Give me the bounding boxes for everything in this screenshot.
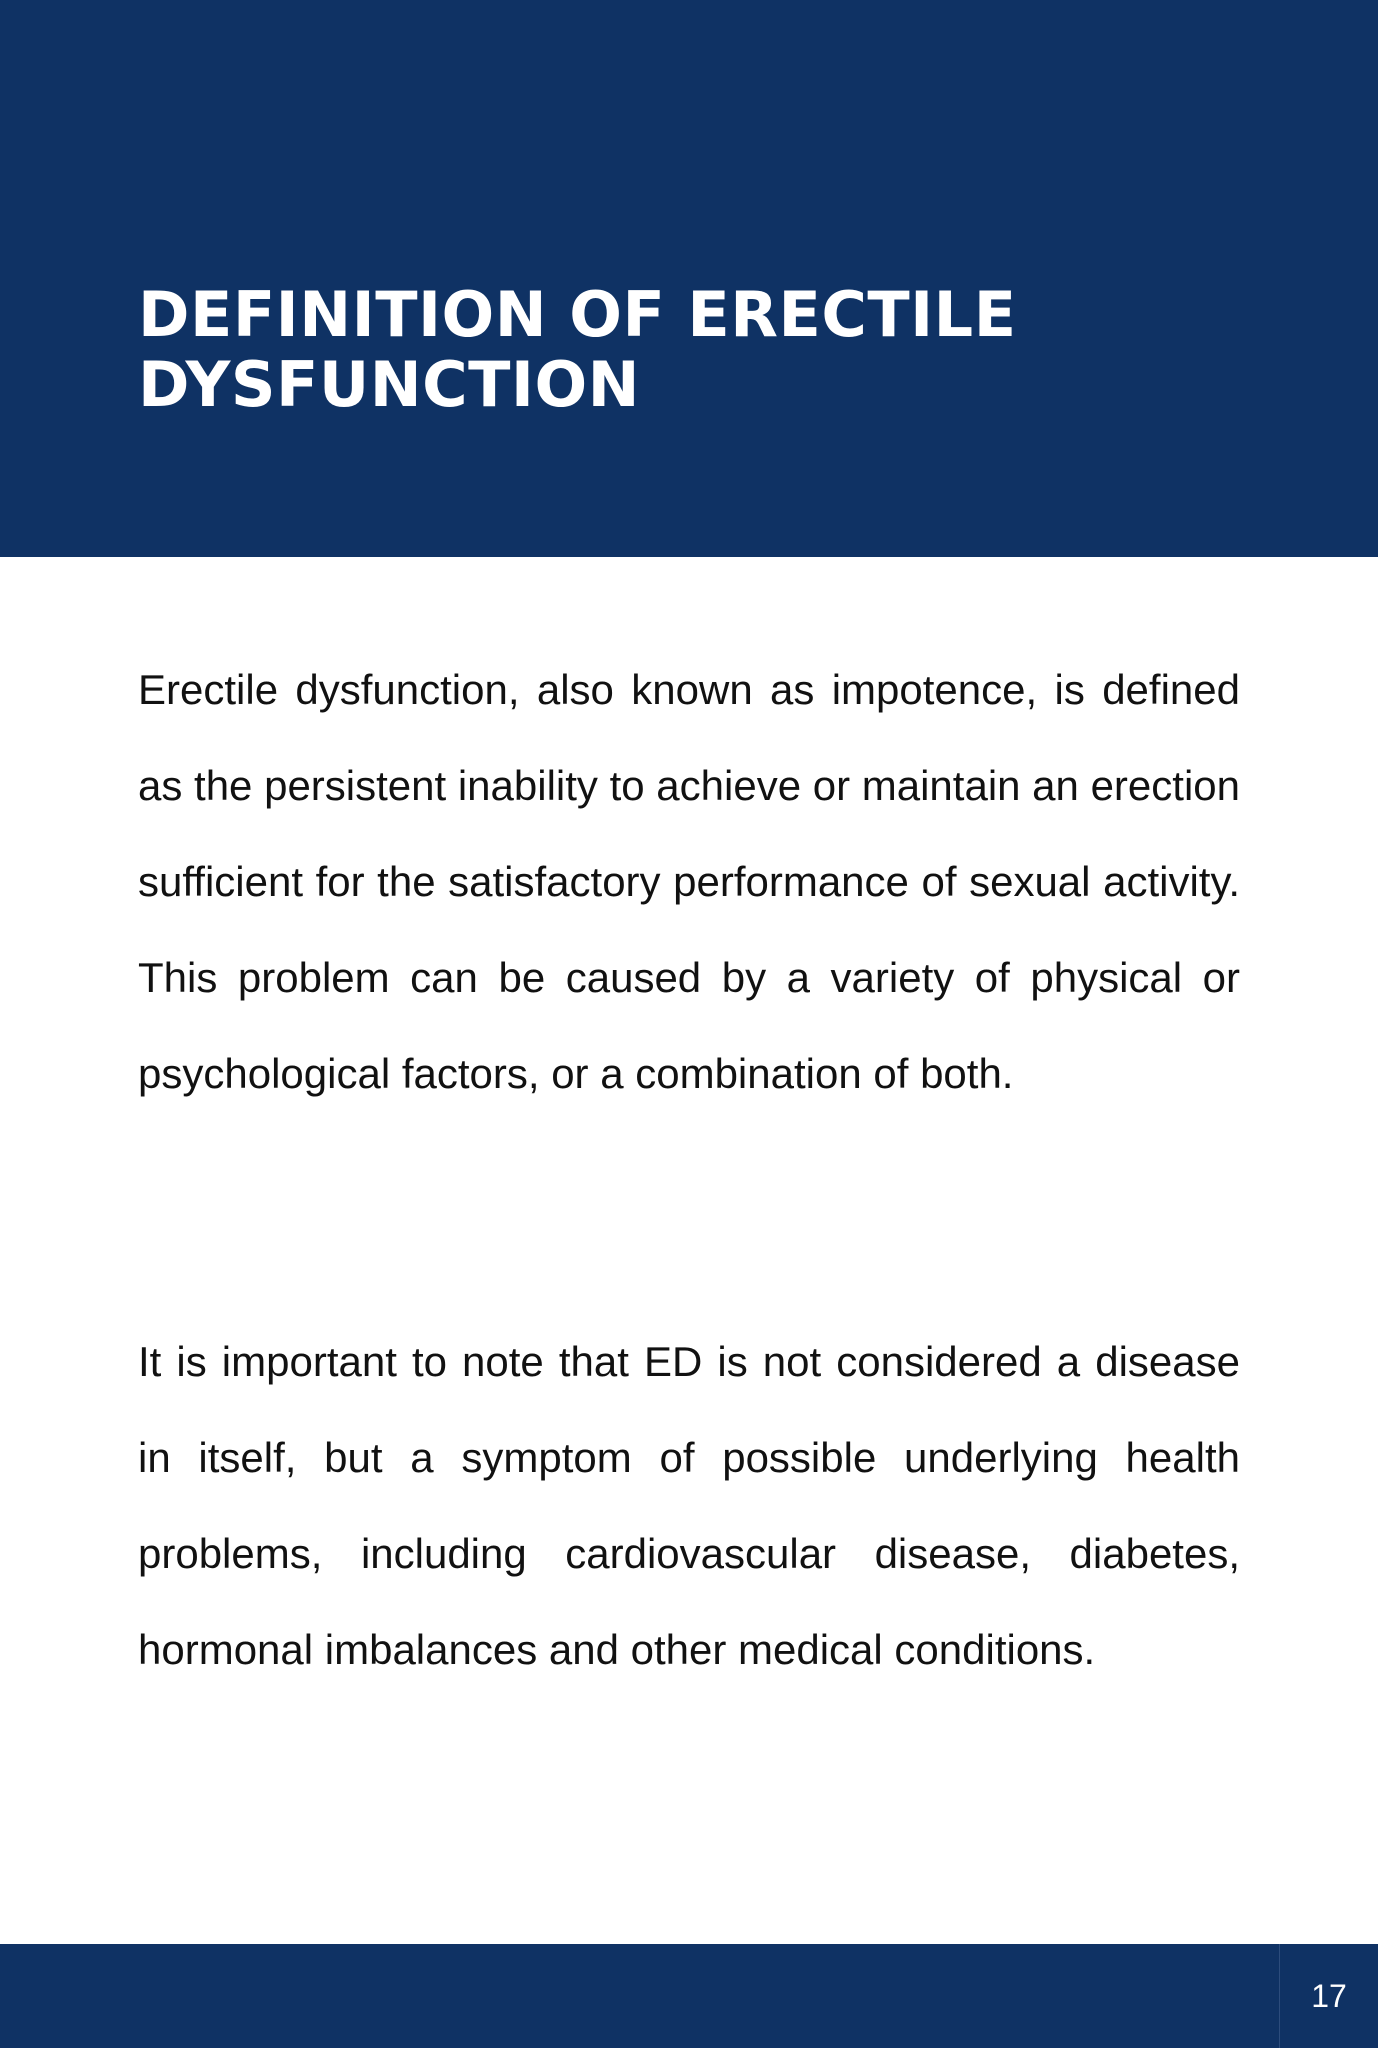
paragraph-definition: Erectile dysfunction, also known as impotence, is defined as the persistent inability to achieve or maintain an erection sufficient for the satisfactory performance of sexual activity. This problem can be caused by a variety of physical or psychological factors, or a combination of both. (138, 666, 1240, 1097)
page-title-line-2: DYSFUNCTION (138, 348, 641, 421)
page-title-line-1: DEFINITION OF ERECTILE (138, 278, 1017, 351)
page-number: 17 (1279, 1944, 1378, 2048)
footer-band (0, 1944, 1378, 2048)
paragraph-note: It is important to note that ED is not considered a disease in itself, but a symptom of possible underlying health problems, including cardiovascular disease, diabetes, hormonal imbalances and other medical conditions. (138, 1338, 1240, 1673)
header-band (0, 0, 1378, 557)
page-title (138, 280, 1238, 420)
